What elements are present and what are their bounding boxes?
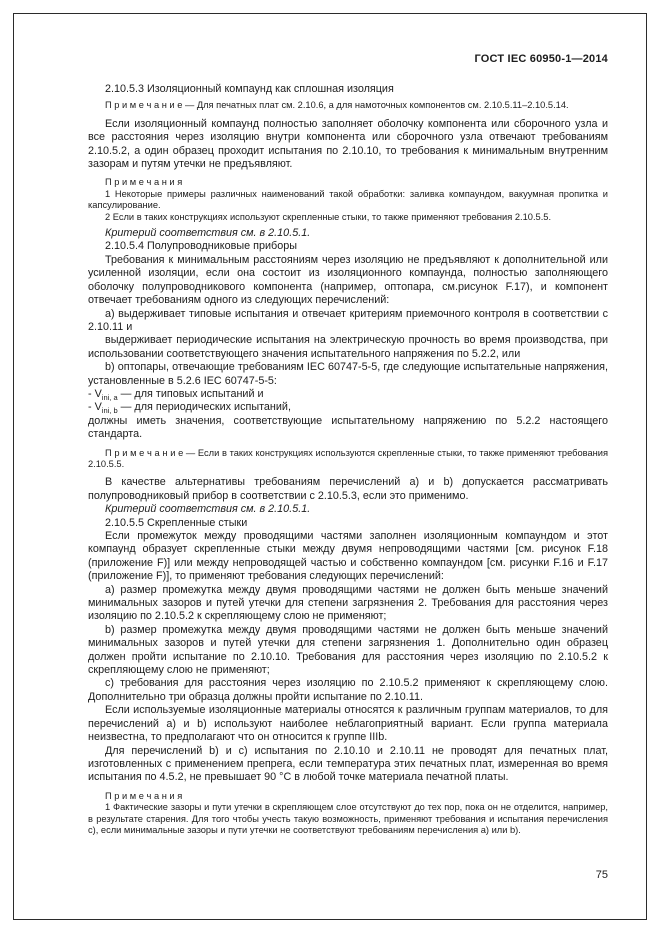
- para-cemented-joints-intro: Если промежуток между проводящими частями заполнен изоляционным компаундом и этот компаунд образует скрепленные стыки между двумя непроводящими частями [см. рисунок F.18 (приложение F)] или между непроводящей частью и собственно компаундом [см. рисунки F.16 и F.17 (приложение F)], то применяют требования следующих перечислений:: [88, 530, 608, 583]
- list-item-vini-b: [88, 401, 608, 414]
- note-1-processing-examples: 1 Некоторые примеры различных наименований такой обработки: заливка компаундом, вакуумная пропитка и капсулирование.: [88, 188, 608, 211]
- page-footer: [596, 869, 608, 881]
- note-cemented-joints-second: П р и м е ч а н и е — Если в таких конструкциях используются скрепленные стыки, то также применяют требования 2.10.5.5.: [88, 447, 608, 469]
- list-item-c-insulation-distance: с) требования для расстояния через изоляцию по 2.10.5.2 применяют к скрепляющему слою. Дополнительно три образца должны пройти испытание по 2.10.11.: [88, 677, 608, 703]
- vini-a-subscript: ini, a: [101, 393, 118, 403]
- clause-heading-2-10-5-5: 2.10.5.5 Скрепленные стыки: [105, 516, 248, 529]
- para-routine-tests: выдерживает периодические испытания на электрическую прочность во время производства, при использовании соответствующего значения испытательного напряжения по 5.2.2, или: [88, 334, 608, 360]
- para-semiconductor-requirements: Требования к минимальным расстояниям через изоляцию не предъявляют к дополнительной или усиленной изоляции, если она состоит из изоляционного компаунда, полностью заполняющего оболочку полупроводникового компонента (например, оптопара, см.рисунок F.17), и компонент отвечает требованиям одного из следующих перечислений:: [88, 253, 608, 307]
- vini-b-subscript: ini, b: [101, 406, 118, 416]
- vini-b-prefix: - V: [88, 401, 102, 414]
- page-header: [88, 53, 608, 65]
- para-alternative-consideration: В качестве альтернативы требованиям перечислений а) и b) допускается рассматривать полупроводниковый прибор в соответствии с 2.10.5.3, если это применимо.: [88, 476, 608, 502]
- list-item-a-pollution-degree-2: а) размер промежутка между двумя проводящими частями не должен быть меньше значений минимальных зазоров и путей утечки для степени загрязнения 2. Требования для расстояния через изоляцию по 2.10.5.2 к скрепляющему слою не применяют;: [88, 583, 608, 623]
- compliance-criteria-second: Критерий соответствия см. в 2.10.5.1.: [105, 503, 311, 516]
- para-test-voltage-values: должны иметь значения, соответствующие испытательному напряжению по 5.2.2 настоящего стандарта.: [88, 414, 608, 441]
- list-item-a-type-tests: а) выдерживает типовые испытания и отвечает критериям приемочного контроля в соответствии с 2.10.11 и: [88, 307, 608, 333]
- para-compound-fill: Если изоляционный компаунд полностью заполняет оболочку компонента или сборочного узла и все расстояния через изоляцию внутри компонента или сборочного узла отвечают требованиям 2.10.5.2, а один образец проходит испытания по 2.10.10, то требования к минимальным внутренним зазорам и путям утечки не предъявляют.: [88, 117, 608, 171]
- page-number: 75: [595, 869, 608, 881]
- para-prepreg-exception: Для перечислений b) и с) испытания по 2.10.10 и 2.10.11 не проводят для печатных плат, изготовленных с применением препрега, если температура этих печатных плат, измеренная во время испытания по 4.5.2, не превышает 90 °С в любой точке материала печатной платы.: [88, 744, 608, 784]
- note-2-cemented-joints: 2 Если в таких конструкциях используют скрепленные стыки, то также применяют требования 2.10.5.5.: [105, 211, 552, 222]
- list-item-b-optocouplers: b) оптопары, отвечающие требованиям IEC 60747-5-5, где следующие испытательные напряжения, установленные в 5.2.6 IEC 60747-5-5:: [88, 361, 608, 387]
- list-item-vini-a: [88, 388, 608, 401]
- clause-heading-2-10-5-3: 2.10.5.3 Изоляционный компаунд как сплошная изоляция: [105, 83, 394, 95]
- list-item-b-pollution-degree-1: b) размер промежутка между двумя проводящими частями не должен быть меньше значений минимальных зазоров и путей утечки для степени загрязнения 1. Дополнительно один образец должен пройти испытание по 2.10.10. Требования для расстояния через изоляцию по 2.10.5.2 к скрепляющему слою не применяют;: [88, 623, 608, 677]
- notes-title-first: П р и м е ч а н и я: [105, 177, 183, 188]
- vini-b-text: — для периодических испытаний,: [117, 401, 291, 414]
- note-1-actual-clearances: 1 Фактические зазоры и пути утечки в скрепляющем слое отсутствуют до тех пор, пока он не отделится, например, в результате старения. Для того чтобы учесть такую возможность, применяют требования и испытания перечисления с), если минимальные зазоры и пути утечки не соответствуют требованиям перечисления а) или b).: [88, 802, 608, 835]
- clause-heading-2-10-5-4: 2.10.5.4 Полупроводниковые приборы: [105, 240, 297, 253]
- vini-a-prefix: - V: [88, 387, 102, 400]
- vini-a-text: — для типовых испытаний и: [117, 387, 264, 400]
- standard-designation: ГОСТ IEC 60950-1—2014: [474, 53, 608, 65]
- document-content: [88, 83, 608, 836]
- para-material-groups: Если используемые изоляционные материалы относятся к различным группам материалов, то для перечислений а) и b) используют наиболее неблагоприятный вариант. Если группа материала неизвестна, то предполагают что он относится к группе IIIb.: [88, 704, 608, 744]
- notes-title-second: П р и м е ч а н и я: [105, 790, 183, 801]
- note-pcb-reference: П р и м е ч а н и е — Для печатных плат см. 2.10.6, а для намоточных компонентов см. 2.10.5.11–2.10.5.14.: [105, 100, 569, 111]
- compliance-criteria-first: Критерий соответствия см. в 2.10.5.1.: [105, 227, 311, 240]
